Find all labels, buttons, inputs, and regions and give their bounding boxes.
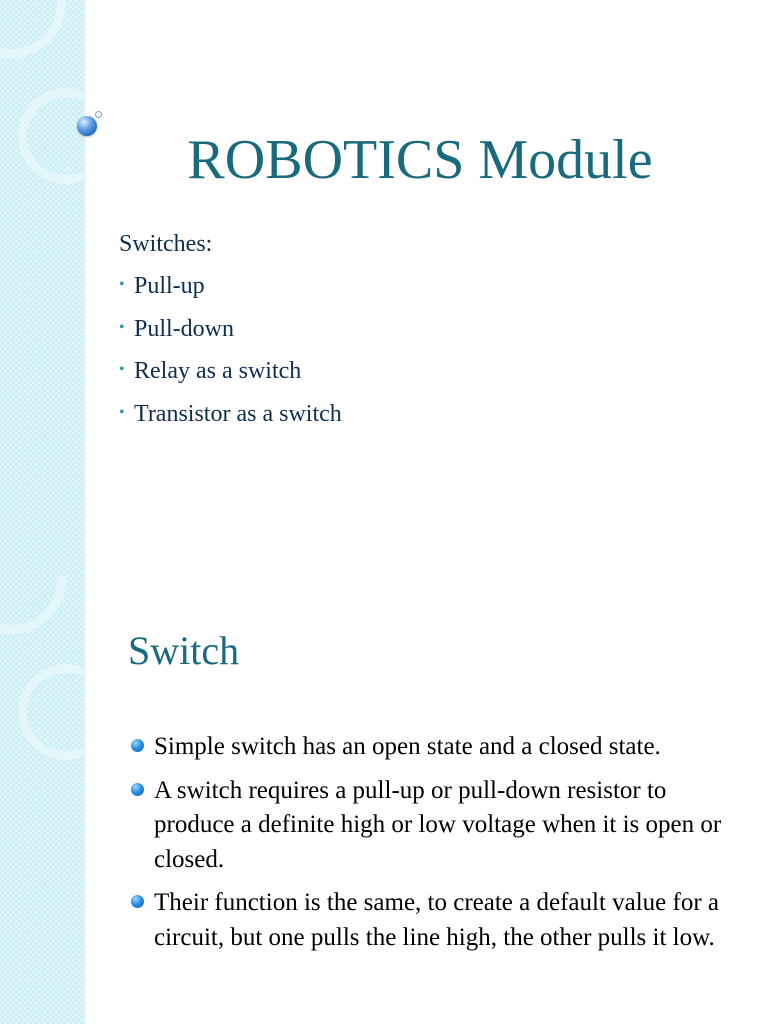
- point-list: [130, 730, 740, 964]
- bullet-icon: •: [119, 361, 125, 378]
- blue-orb-icon: [77, 116, 97, 136]
- decorative-ring: [0, 576, 66, 634]
- round-bullet-icon: [130, 774, 154, 808]
- list-item: [130, 730, 740, 765]
- switches-heading: Switches:: [119, 231, 213, 257]
- list-item: [119, 313, 342, 356]
- round-bullet-icon: [130, 730, 154, 764]
- slide-title: ROBOTICS Module: [187, 129, 653, 191]
- round-bullet-icon: [130, 886, 154, 920]
- bullet-icon: •: [119, 318, 125, 336]
- bullet-icon: •: [119, 276, 125, 293]
- small-orb-icon: [95, 111, 102, 118]
- side-band-edge: [84, 0, 86, 576]
- list-item: [130, 886, 740, 955]
- side-band-edge: [84, 576, 86, 1024]
- topic-label: Pull-down: [134, 315, 235, 342]
- point-text: Simple switch has an open state and a closed state.: [154, 733, 661, 760]
- point-text: A switch requires a pull-up or pull-down resistor to produce a definite high or low voltage when it is open or closed.: [154, 776, 722, 873]
- topic-list: [119, 270, 342, 440]
- list-item: [130, 774, 740, 878]
- decorative-ring: [18, 664, 84, 760]
- decorative-side-band: [0, 0, 84, 576]
- list-item: [119, 270, 342, 313]
- section-title: Switch: [128, 628, 240, 673]
- list-item: [119, 355, 342, 398]
- topic-label: Transistor as a switch: [134, 400, 342, 427]
- point-text: Their function is the same, to create a default value for a circuit, but one pulls the line high, the other pulls it low.: [154, 889, 720, 951]
- decorative-side-band: [0, 576, 84, 1024]
- topic-label: Pull-up: [134, 273, 205, 299]
- list-item: [119, 398, 342, 441]
- slide-switch: [0, 576, 768, 1024]
- decorative-ring: [18, 88, 84, 184]
- bullet-icon: •: [119, 403, 125, 421]
- decorative-ring: [0, 0, 66, 58]
- topic-label: Relay as a switch: [134, 358, 302, 384]
